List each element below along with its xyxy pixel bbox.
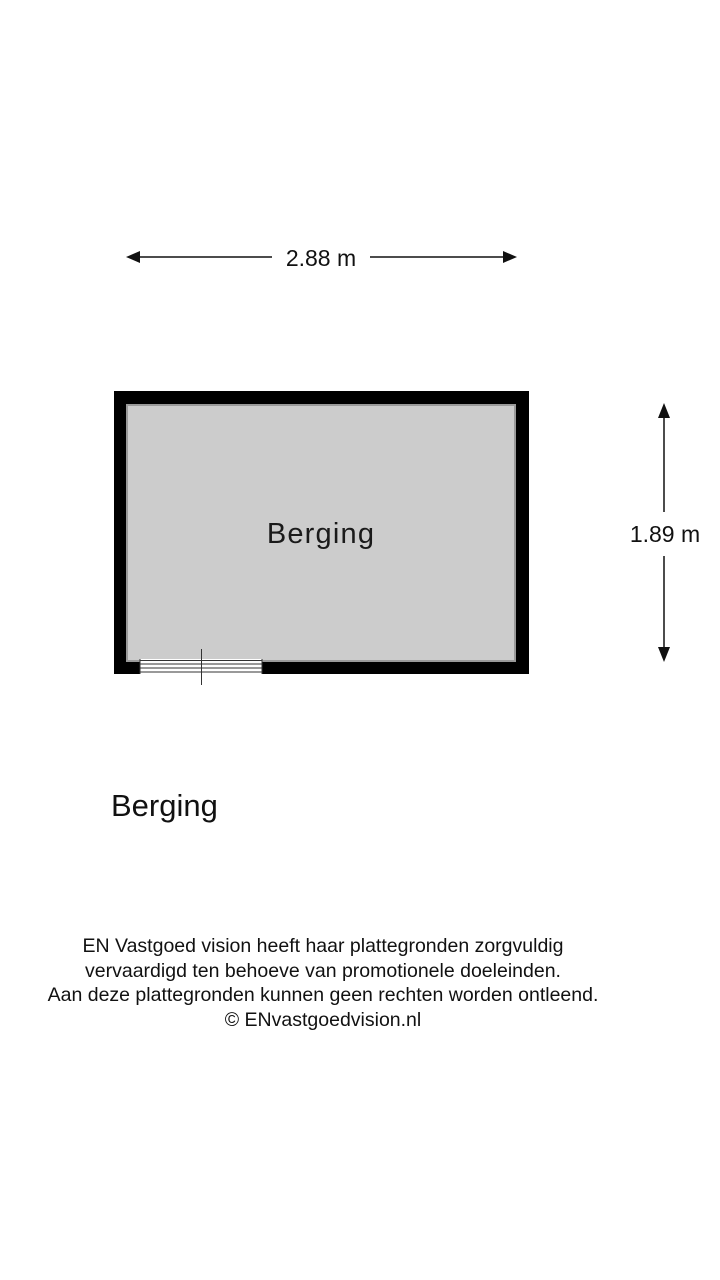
disclaimer-line: Aan deze plattegronden kunnen geen rechten worden ontleend. bbox=[47, 984, 599, 1006]
height-dimension bbox=[630, 403, 700, 662]
room-berging bbox=[114, 391, 529, 685]
floor-title: Berging bbox=[111, 788, 218, 823]
width-dimension-label: 2.88 m bbox=[285, 245, 357, 271]
height-arrowhead-bottom bbox=[658, 647, 670, 662]
disclaimer-line: vervaardigd ten behoeve van promotionele doeleinden. bbox=[85, 959, 561, 982]
width-dimension bbox=[126, 245, 517, 271]
room-label: Berging bbox=[266, 518, 376, 550]
disclaimer-line: EN Vastgoed vision heeft haar plattegronden zorgvuldig bbox=[82, 935, 564, 957]
height-dimension-label: 1.89 m bbox=[629, 521, 701, 547]
disclaimer-text bbox=[0, 934, 646, 1032]
copyright-line: © ENvastgoedvision.nl bbox=[224, 1008, 422, 1031]
width-arrowhead-right bbox=[503, 251, 517, 263]
width-arrowhead-left bbox=[126, 251, 140, 263]
